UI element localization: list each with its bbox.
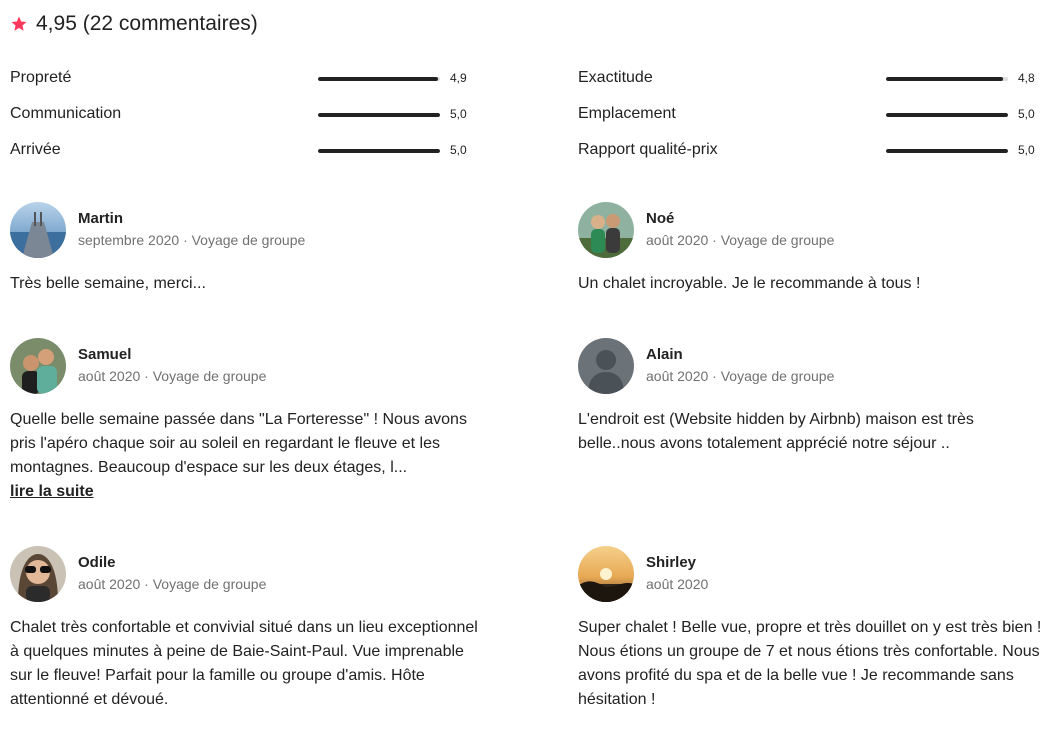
review-item xyxy=(578,546,1048,712)
rating-summary xyxy=(10,10,258,38)
avatar[interactable] xyxy=(578,202,634,258)
rating-row-communication xyxy=(10,98,470,134)
rating-bar-fill xyxy=(318,113,440,117)
reviewer-name: Noé xyxy=(646,210,675,227)
reviewer-name: Odile xyxy=(78,554,116,571)
reviewer-name: Samuel xyxy=(78,346,132,363)
rating-bar-fill xyxy=(886,113,1008,117)
rating-bar xyxy=(318,113,440,117)
avatar[interactable] xyxy=(578,338,634,394)
review-item xyxy=(10,202,480,296)
ratings-right-column xyxy=(578,62,1038,170)
rating-bar-fill xyxy=(886,149,1008,153)
rating-row-emplacement xyxy=(578,98,1038,134)
rating-value: 4,8 xyxy=(1018,71,1035,85)
ratings-left-column xyxy=(10,62,470,170)
rating-value: 5,0 xyxy=(1018,107,1035,121)
rating-row-exactitude xyxy=(578,62,1038,98)
avatar[interactable] xyxy=(10,546,66,602)
review-text: Quelle belle semaine passée dans "La Forteresse" ! Nous avons pris l'apéro chaque soir au soleil en regardant le fleuve et les montagnes. Beaucoup d'espace sur les deux étages, l... xyxy=(10,411,467,476)
review-header xyxy=(10,546,480,602)
avatar[interactable] xyxy=(578,546,634,602)
rating-bar-fill xyxy=(318,149,440,153)
review-item xyxy=(578,202,1048,296)
star-icon xyxy=(10,15,28,33)
rating-value: 5,0 xyxy=(450,143,467,157)
rating-label: Emplacement xyxy=(578,105,676,122)
review-text: L'endroit est (Website hidden by Airbnb) maison est très belle..nous avons totalement apprécié notre séjour .. xyxy=(578,411,974,452)
rating-label: Communication xyxy=(10,105,122,122)
review-header xyxy=(578,338,1048,394)
review-header xyxy=(10,338,480,394)
rating-bar xyxy=(318,77,440,81)
rating-bar xyxy=(886,113,1008,117)
rating-row-rapport-qualite-prix xyxy=(578,134,1038,170)
rating-bar xyxy=(886,149,1008,153)
review-meta: août 2020 · Voyage de groupe xyxy=(646,368,835,384)
reviewer-name: Shirley xyxy=(646,554,697,571)
review-header xyxy=(578,546,1048,602)
review-text: Chalet très confortable et convivial situé dans un lieu exceptionnel à quelques minutes à peine de Baie-Saint-Paul. Vue imprenable sur le fleuve! Parfait pour la famille ou groupe d'amis. Hôte attentionné et dévoué. xyxy=(10,619,478,708)
review-header xyxy=(578,202,1048,258)
review-text: Super chalet ! Belle vue, propre et très douillet on y est très bien ! Nous étions un groupe de 7 et nous étions très confortable. Nous avons profité du spa et de la belle vue ! Je recommande sans hésitation ! xyxy=(578,619,1042,708)
rating-label: Arrivée xyxy=(10,141,61,158)
rating-bar xyxy=(318,149,440,153)
rating-row-arrivee xyxy=(10,134,470,170)
avatar[interactable] xyxy=(10,202,66,258)
rating-label: Rapport qualité-prix xyxy=(578,141,718,158)
review-item xyxy=(578,338,1048,456)
review-meta: septembre 2020 · Voyage de groupe xyxy=(78,232,306,248)
review-text: Très belle semaine, merci... xyxy=(10,275,206,292)
review-item xyxy=(10,338,480,504)
review-header xyxy=(10,202,480,258)
review-meta: août 2020 xyxy=(646,576,709,592)
rating-row-proprete xyxy=(10,62,470,98)
rating-label: Propreté xyxy=(10,69,72,86)
rating-value: 5,0 xyxy=(1018,143,1035,157)
review-item xyxy=(10,546,480,712)
read-more-link[interactable]: lire la suite xyxy=(10,483,94,500)
reviewer-name: Alain xyxy=(646,346,683,363)
rating-value: 4,9 xyxy=(450,71,467,85)
review-text: Un chalet incroyable. Je le recommande à tous ! xyxy=(578,275,921,292)
reviewer-name: Martin xyxy=(78,210,123,227)
rating-label: Exactitude xyxy=(578,69,653,86)
review-meta: août 2020 · Voyage de groupe xyxy=(78,576,267,592)
review-meta: août 2020 · Voyage de groupe xyxy=(646,232,835,248)
rating-bar-fill xyxy=(886,77,1003,81)
avatar[interactable] xyxy=(10,338,66,394)
rating-bar-fill xyxy=(318,77,438,81)
rating-value: 5,0 xyxy=(450,107,467,121)
review-meta: août 2020 · Voyage de groupe xyxy=(78,368,267,384)
rating-bar xyxy=(886,77,1008,81)
rating-summary-text: 4,95 (22 commentaires) xyxy=(36,12,258,35)
